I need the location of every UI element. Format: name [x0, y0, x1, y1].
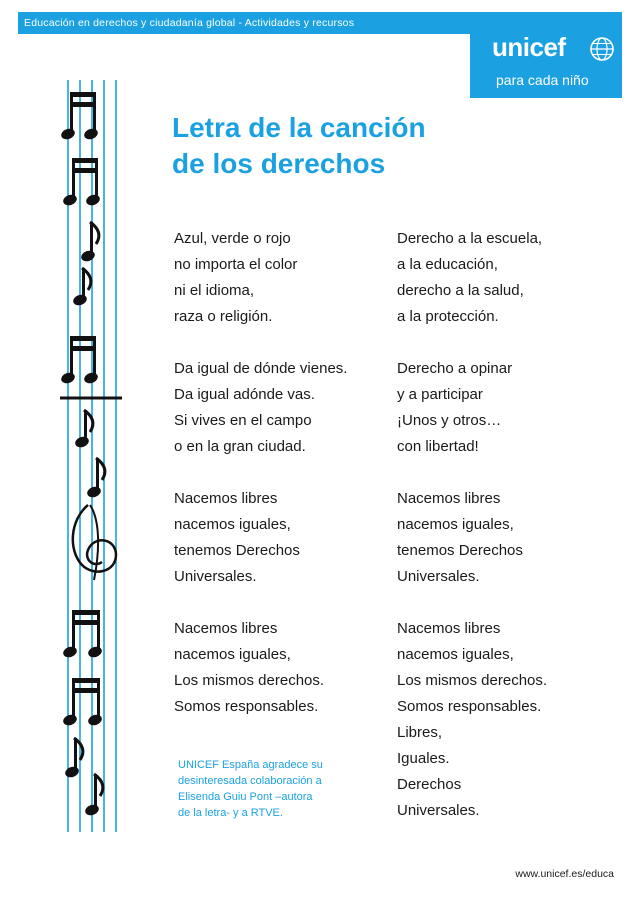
lyric-line: nacemos iguales,: [174, 646, 291, 663]
lyric-line: Da igual adónde vas.: [174, 386, 315, 403]
lyric-line: ni el idioma,: [174, 282, 255, 299]
stanza: [174, 226, 347, 330]
globe-icon: [589, 36, 615, 62]
lyric-line: Nacemos libres: [174, 620, 278, 637]
lyric-line: Somos responsables.: [174, 698, 319, 715]
lyric-line: ¡Unos y otros…: [397, 412, 502, 429]
eighth-note-icon: [84, 774, 103, 817]
stanza: [397, 486, 547, 590]
music-staff-decoration: [60, 80, 130, 832]
stanza: [174, 616, 347, 720]
lyric-line: tenemos Derechos: [174, 542, 300, 559]
credit-line: UNICEF España agradece su: [178, 759, 323, 771]
lyrics-right-column: [397, 226, 547, 850]
lyric-line: Somos responsables.: [397, 698, 542, 715]
credit-line: de la letra- y a RTVE.: [178, 807, 283, 819]
lyric-line: y a participar: [397, 386, 483, 403]
lyric-line: Nacemos libres: [397, 490, 501, 507]
stanza: [397, 356, 547, 460]
header-bar-text: Educación en derechos y ciudadanía global - Actividades y recursos: [24, 17, 355, 29]
lyric-line: Nacemos libres: [397, 620, 501, 637]
logo-wordmark: unicef: [492, 32, 566, 62]
lyric-line: a la educación,: [397, 256, 498, 273]
lyric-line: Iguales.: [397, 750, 450, 767]
lyric-line: Los mismos derechos.: [174, 672, 325, 689]
lyric-line: con libertad!: [397, 438, 479, 455]
lyric-line: Los mismos derechos.: [397, 672, 548, 689]
logo-tagline: para cada niño: [496, 72, 589, 88]
lyric-line: Universales.: [397, 568, 480, 585]
lyrics-left-column: [174, 226, 347, 746]
lyric-line: o en la gran ciudad.: [174, 438, 306, 455]
lyric-line: Derecho a la escuela,: [397, 230, 543, 247]
lyric-line: Universales.: [397, 802, 480, 819]
lyric-line: tenemos Derechos: [397, 542, 523, 559]
credit-note: [178, 757, 323, 821]
lyric-line: Da igual de dónde vienes.: [174, 360, 348, 377]
lyric-line: nacemos iguales,: [174, 516, 291, 533]
lyric-line: Derecho a opinar: [397, 360, 513, 377]
footer-url-link[interactable]: www.unicef.es/educa: [515, 868, 614, 880]
lyric-line: Derechos: [397, 776, 462, 793]
credit-line: Elisenda Guiu Pont –autora: [178, 791, 313, 803]
lyric-line: no importa el color: [174, 256, 298, 273]
eighth-note-icon: [80, 222, 99, 263]
lyric-line: raza o religión.: [174, 308, 273, 325]
eighth-note-icon: [74, 410, 93, 449]
lyric-line: nacemos iguales,: [397, 646, 514, 663]
lyric-line: Azul, verde o rojo: [174, 230, 291, 247]
lyric-line: derecho a la salud,: [397, 282, 524, 299]
credit-line: desinteresada colaboración a: [178, 775, 322, 787]
stanza: [397, 616, 547, 824]
lyric-line: Libres,: [397, 724, 443, 741]
page-title: [172, 110, 426, 182]
stanza: [397, 226, 547, 330]
lyric-line: Nacemos libres: [174, 490, 278, 507]
title-line-2: de los derechos: [172, 148, 386, 179]
title-line-1: Letra de la canción: [172, 112, 426, 143]
eighth-note-icon: [86, 458, 105, 499]
lyric-line: Si vives en el campo: [174, 412, 312, 429]
unicef-logo[interactable]: [470, 12, 622, 98]
lyric-line: a la protección.: [397, 308, 499, 325]
stanza: [174, 356, 347, 460]
lyric-line: Universales.: [174, 568, 257, 585]
stanza: [174, 486, 347, 590]
lyric-line: nacemos iguales,: [397, 516, 514, 533]
eighth-note-icon: [72, 268, 91, 307]
